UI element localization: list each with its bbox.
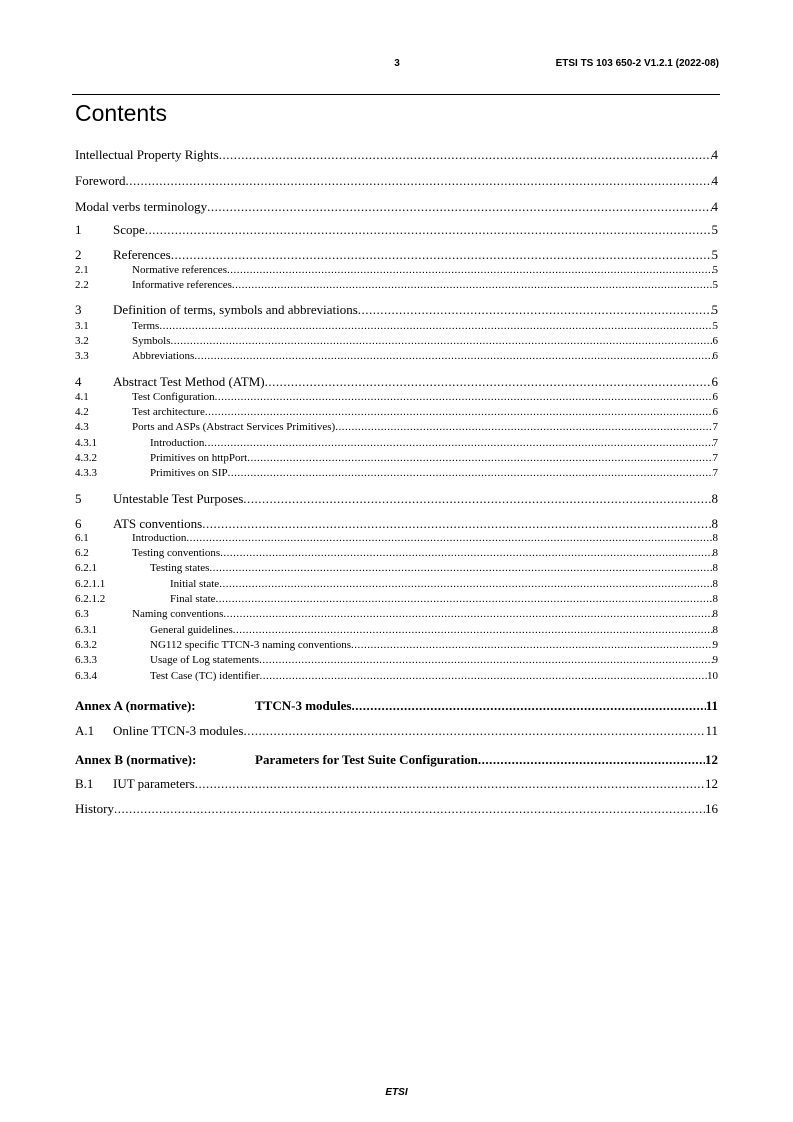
toc-entry-intellectual-property-rights[interactable] (75, 147, 718, 163)
toc-entry-informative-references[interactable] (75, 279, 718, 291)
toc-entry-label: Normative references (132, 264, 227, 276)
toc-entry-page: 7 (712, 437, 718, 449)
toc-entry-page: 7 (712, 421, 718, 433)
toc-leader (205, 406, 713, 418)
toc-entry-page: 6 (712, 406, 718, 418)
toc-entry-page: 4 (711, 147, 718, 162)
toc-entry-number: 4.3.2 (75, 452, 97, 464)
toc-entry-label: Naming conventions (132, 608, 224, 620)
toc-entry-number: 6 (75, 516, 82, 531)
toc-entry-naming-conventions[interactable] (75, 608, 718, 620)
toc-entry-number: 6.2.1 (75, 562, 97, 574)
toc-entry-label: NG112 specific TTCN-3 naming conventions (150, 639, 352, 651)
toc-entry-test-case-identifier[interactable] (75, 670, 718, 682)
toc-entry-page: 5 (711, 222, 718, 237)
footer-etsi: ETSI (385, 1087, 408, 1098)
toc-entry-normative-references[interactable] (75, 264, 718, 276)
toc-entry-number: 4.1 (75, 391, 89, 403)
toc-entry-page: 4 (711, 173, 718, 188)
toc-entry-label: Parameters for Test Suite Configuration (255, 752, 478, 767)
toc-entry-label: TTCN-3 modules (255, 698, 352, 713)
toc-entry-label: Informative references (132, 279, 232, 291)
toc-entry-page: 8 (711, 516, 718, 531)
toc-entry-label: Definition of terms, symbols and abbreviations (113, 302, 358, 317)
toc-entry-label: Test architecture (132, 406, 205, 418)
toc-leader (223, 608, 712, 620)
toc-entry-page: 5 (711, 247, 718, 262)
toc-entry-number: 6.1 (75, 532, 89, 544)
toc-entry-number: 4.3 (75, 421, 89, 433)
toc-entry-page: 8 (711, 491, 718, 506)
toc-entry-iut-parameters[interactable] (75, 776, 718, 792)
toc-entry-ng112-naming-conventions[interactable] (75, 639, 718, 651)
toc-entry-number: 3 (75, 302, 82, 317)
toc-entry-number: 6.3.1 (75, 624, 97, 636)
toc-entry-label: Initial state (170, 578, 220, 590)
toc-entry-testing-conventions[interactable] (75, 547, 718, 559)
toc-entry-page: 8 (712, 624, 718, 636)
toc-leader (243, 491, 711, 507)
toc-entry-definitions[interactable] (75, 302, 718, 318)
toc-entry-page: 11 (705, 723, 718, 738)
toc-entry-number: 4.2 (75, 406, 89, 418)
toc-leader (335, 421, 712, 433)
toc-entry-number: A.1 (75, 723, 95, 738)
toc-entry-label: Testing states (150, 562, 210, 574)
toc-entry-label: Introduction (132, 532, 187, 544)
toc-leader (219, 147, 712, 163)
toc-entry-number: 2.2 (75, 279, 89, 291)
toc-entry-page: 16 (705, 801, 718, 816)
toc-leader (260, 670, 707, 682)
toc-entry-number: 1 (75, 222, 82, 237)
toc-entry-final-state[interactable] (75, 593, 718, 605)
toc-leader (243, 723, 705, 739)
toc-entry-page: 8 (712, 608, 718, 620)
toc-entry-abbreviations[interactable] (75, 350, 718, 362)
toc-entry-number: 6.2.1.1 (75, 578, 106, 590)
toc-entry-label: Test Case (TC) identifier (150, 670, 260, 682)
toc-entry-number: 6.3 (75, 608, 89, 620)
toc-entry-page: 8 (712, 562, 718, 574)
toc-entry-page: 12 (705, 776, 718, 791)
toc-leader (219, 578, 712, 590)
toc-entry-ports-and-asps[interactable] (75, 421, 718, 433)
toc-entry-page: 9 (712, 639, 718, 651)
toc-entry-page: 7 (712, 467, 718, 479)
toc-entry-primitives-sip[interactable] (75, 467, 718, 479)
toc-entry-label: Modal verbs terminology (75, 199, 208, 214)
toc-leader (478, 752, 705, 768)
toc-entry-initial-state[interactable] (75, 578, 718, 590)
toc-entry-page: 5 (712, 264, 718, 276)
toc-leader (186, 532, 712, 544)
toc-entry-page: 11 (705, 698, 718, 713)
toc-leader (209, 562, 712, 574)
toc-leader (204, 437, 712, 449)
toc-entry-online-ttcn3-modules[interactable] (75, 723, 718, 739)
toc-entry-abstract-test-method[interactable] (75, 374, 718, 390)
toc-entry-label: Online TTCN-3 modules (113, 723, 244, 738)
toc-entry-number: 4.3.1 (75, 437, 97, 449)
toc-entry-label: ATS conventions (113, 516, 203, 531)
toc-entry-label: Abstract Test Method (ATM) (113, 374, 265, 389)
toc-entry-page: 6 (712, 391, 718, 403)
toc-leader (247, 452, 712, 464)
toc-entry-test-architecture[interactable] (75, 406, 718, 418)
toc-entry-label: Test Configuration (132, 391, 215, 403)
document-reference: ETSI TS 103 650-2 V1.2.1 (2022-08) (555, 58, 719, 69)
toc-leader (220, 547, 712, 559)
toc-entry-test-configuration[interactable] (75, 391, 718, 403)
toc-entry-label: Scope (113, 222, 145, 237)
toc-entry-number: 6.3.3 (75, 654, 97, 666)
toc-leader (145, 222, 712, 238)
toc-entry-primitives-httpport[interactable] (75, 452, 718, 464)
toc-entry-introduction-6-1[interactable] (75, 532, 718, 544)
toc-entry-label: Terms (132, 320, 160, 332)
toc-entry-label: References (113, 247, 171, 262)
toc-entry-history[interactable] (75, 801, 718, 817)
toc-entry-label: Ports and ASPs (Abstract Services Primitives) (132, 421, 336, 433)
toc-entry-ats-conventions[interactable] (75, 516, 718, 532)
toc-entry-page: 8 (712, 578, 718, 590)
toc-entry-foreword[interactable] (75, 173, 718, 189)
toc-entry-label: Testing conventions (132, 547, 221, 559)
toc-entry-label: Primitives on httpPort (150, 452, 248, 464)
toc-entry-label: Introduction (150, 437, 205, 449)
toc-entry-page: 5 (712, 320, 718, 332)
toc-entry-label: General guidelines (150, 624, 233, 636)
toc-entry-number: 3.1 (75, 320, 89, 332)
toc-leader (232, 279, 713, 291)
toc-leader (351, 698, 705, 714)
toc-entry-usage-of-log-statements[interactable] (75, 654, 718, 666)
toc-leader (202, 516, 711, 532)
toc-entry-label: Intellectual Property Rights (75, 147, 219, 162)
toc-leader (195, 776, 705, 792)
toc-entry-number: 2.1 (75, 264, 89, 276)
toc-entry-number: Annex A (normative): (75, 698, 196, 713)
toc-entry-number: 2 (75, 247, 82, 262)
toc-entry-number: 6.3.2 (75, 639, 97, 651)
toc-leader (265, 374, 712, 390)
toc-entry-page: 8 (712, 593, 718, 605)
toc-leader (194, 350, 712, 362)
toc-entry-page: 8 (712, 547, 718, 559)
toc-leader (207, 199, 711, 215)
page-title: Contents (75, 100, 168, 126)
toc-leader (171, 247, 712, 263)
toc-leader (126, 173, 712, 189)
toc-entry-page: 10 (707, 670, 718, 682)
toc-entry-label: History (75, 801, 114, 816)
toc-entry-references[interactable] (75, 247, 718, 263)
toc-entry-label: Untestable Test Purposes (113, 491, 244, 506)
toc-leader (228, 467, 713, 479)
page-number: 3 (394, 58, 400, 69)
toc-leader (216, 593, 713, 605)
toc-entry-page: 12 (705, 752, 718, 767)
toc-entry-untestable-test-purposes[interactable] (75, 491, 718, 507)
toc-entry-number: 3.2 (75, 335, 89, 347)
toc-entry-page: 6 (711, 374, 718, 389)
toc-entry-label: Primitives on SIP (150, 467, 228, 479)
toc-entry-page: 6 (712, 350, 718, 362)
toc-entry-number: 4 (75, 374, 82, 389)
toc-entry-label: Foreword (75, 173, 126, 188)
toc-entry-introduction-4-3-1[interactable] (75, 437, 718, 449)
toc-entry-number: B.1 (75, 776, 94, 791)
toc-entry-page: 7 (712, 452, 718, 464)
toc-leader (227, 264, 713, 276)
toc-entry-symbols[interactable] (75, 335, 718, 347)
toc-entry-number: 6.3.4 (75, 670, 97, 682)
toc-leader (114, 801, 705, 817)
toc-entry-terms[interactable] (75, 320, 718, 332)
toc-entry-page: 4 (711, 199, 718, 214)
toc-entry-general-guidelines[interactable] (75, 624, 718, 636)
toc-entry-label: IUT parameters (113, 776, 195, 791)
toc-entry-number: 5 (75, 491, 82, 506)
toc-entry-annex-b[interactable] (75, 752, 718, 768)
toc-entry-number: 4.3.3 (75, 467, 97, 479)
toc-entry-modal-verbs-terminology[interactable] (75, 199, 718, 215)
toc-entry-label: Symbols (132, 335, 171, 347)
toc-leader (259, 654, 712, 666)
toc-entry-page: 9 (712, 654, 718, 666)
toc-entry-label: Final state (170, 593, 216, 605)
toc-leader (171, 335, 713, 347)
toc-entry-label: Usage of Log statements (150, 654, 260, 666)
toc-entry-number: 6.2.1.2 (75, 593, 106, 605)
toc-entry-number: 6.2 (75, 547, 89, 559)
toc-leader (233, 624, 713, 636)
toc-entry-page: 8 (712, 532, 718, 544)
toc-entry-testing-states[interactable] (75, 562, 718, 574)
toc-leader (351, 639, 712, 651)
toc-entry-page: 6 (712, 335, 718, 347)
toc-entry-page: 5 (711, 302, 718, 317)
toc-leader (159, 320, 712, 332)
toc-entry-number: Annex B (normative): (75, 752, 197, 767)
toc-leader (215, 391, 713, 403)
toc-entry-annex-a[interactable] (75, 698, 718, 714)
toc-entry-scope[interactable] (75, 222, 718, 238)
toc-entry-label: Abbreviations (132, 350, 195, 362)
toc-entry-number: 3.3 (75, 350, 89, 362)
toc-entry-page: 5 (712, 279, 718, 291)
toc-leader (358, 302, 712, 318)
